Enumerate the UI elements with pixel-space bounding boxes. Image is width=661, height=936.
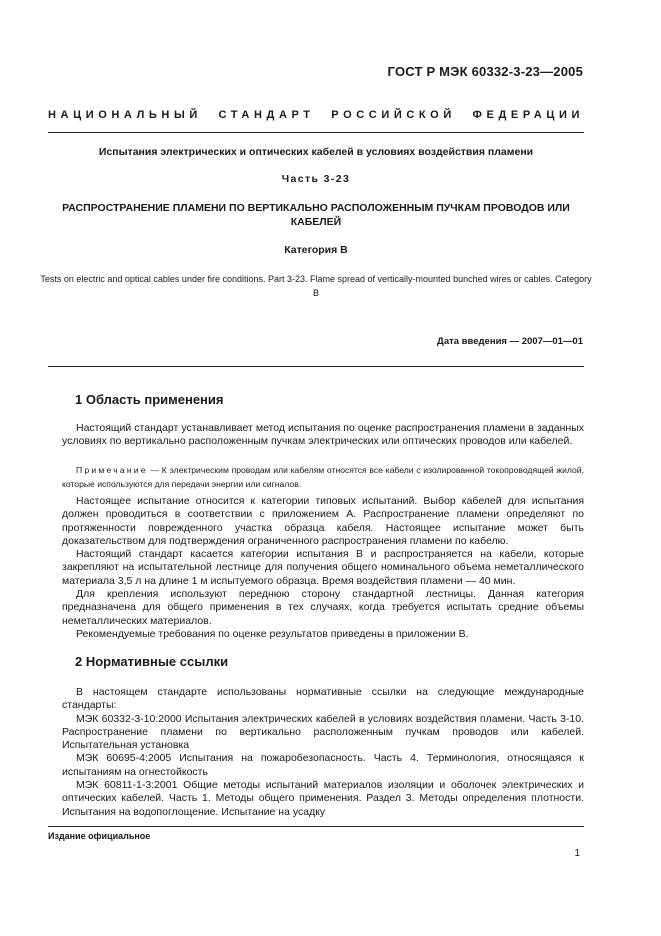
national-word: СТАНДАРТ	[218, 109, 315, 121]
document-id: ГОСТ Р МЭК 60332-3-23—2005	[387, 64, 583, 79]
category-label: Категория В	[284, 244, 348, 256]
paragraph: Настоящий стандарт касается категории испытания В и распространяется на кабели, которые закрепляют на испытательной лестнице для получения общего номинального объема неметаллического материала 3,5 л на длине 1 м испытуемого образца. Время воздействия пламени — 40 мин.	[62, 548, 584, 587]
paragraph: В настоящем стандарте использованы нормативные ссылки на следующие международные стандарты:	[62, 686, 584, 712]
middle-divider	[48, 366, 584, 367]
national-word: РОССИЙСКОЙ	[331, 109, 456, 121]
document-title: Испытания электрических и оптических кабелей в условиях воздействия пламени	[98, 146, 534, 158]
section-2-heading: 2 Нормативные ссылки	[75, 654, 229, 669]
national-standard-heading	[48, 109, 584, 121]
paragraph: Для крепления используют переднюю сторону стандартной лестницы. Данная категория предназначена для общего применения в тех случаях, когда требуется испытать средние объемы неметаллических материалов.	[62, 588, 584, 627]
section-1-heading: 1 Область применения	[75, 392, 224, 407]
paragraph: Настоящее испытание относится к категории типовых испытаний. Выбор кабелей для испытания должен проводиться в соответствии с приложением А. Распространение пламени определяют по протяженности поврежденного участка образца кабеля. Настоящее испытание может быть доказательством для подтверждения ограниченного распространения пламени по кабелю.	[62, 495, 584, 547]
page-number: 1	[574, 848, 580, 859]
document-subtitle: РАСПРОСТРАНЕНИЕ ПЛАМЕНИ ПО ВЕРТИКАЛЬНО РАСПОЛОЖЕННЫМ ПУЧКАМ ПРОВОДОВ ИЛИ КАБЕЛЕЙ	[62, 202, 570, 228]
reference-item: МЭК 60332-3-10:2000 Испытания электрических кабелей в условиях воздействия пламени. Часть 3-10. Распространение пламени по вертикально расположенным пучкам проводов или кабелей. Испытательная установка	[62, 712, 584, 752]
section-2-body	[62, 686, 584, 819]
footer-divider	[48, 826, 584, 827]
note-label: Примечание	[76, 465, 148, 475]
reference-item: МЭК 60695-4:2005 Испытания на пожаробезопасность. Часть 4. Терминология, относящаяся к испытаниям на огнестойкость	[62, 752, 584, 778]
part-number: Часть 3-23	[281, 173, 351, 185]
note-paragraph	[62, 464, 584, 491]
edition-label: Издание официальное	[48, 831, 151, 841]
paragraph: Рекомендуемые требования по оценке результатов приведены в приложении В.	[76, 627, 469, 640]
national-word: НАЦИОНАЛЬНЫЙ	[48, 109, 202, 121]
note-block	[62, 464, 584, 491]
english-title: Tests on electric and optical cables under fire conditions. Part 3-23. Flame spread of vertically-mounted bunched wires or cables. Category B	[40, 274, 592, 298]
section-1-body	[62, 495, 584, 641]
section-1-intro	[62, 422, 584, 449]
note-text: — К электрическим проводам или кабелям относятся все кабели с изолированной токопроводящей жилой, которые используются для передачи энергии или сигналов.	[62, 465, 584, 489]
national-word: ФЕДЕРАЦИИ	[472, 109, 584, 121]
introduction-date: Дата введения — 2007—01—01	[437, 336, 583, 347]
reference-item: МЭК 60811-1-3:2001 Общие методы испытаний материалов изоляции и оболочек электрических и оптических кабелей. Часть 1. Методы общего применения. Раздел 3. Методы определения плотности. Испытания на водопоглощение. Испытание на усадку	[62, 779, 584, 818]
paragraph: Настоящий стандарт устанавливает метод испытания по оценке распространения пламени в заданных условиях по вертикально расположенным пучкам электрических или оптических проводов или кабелей.	[62, 422, 584, 448]
top-divider	[48, 132, 584, 133]
